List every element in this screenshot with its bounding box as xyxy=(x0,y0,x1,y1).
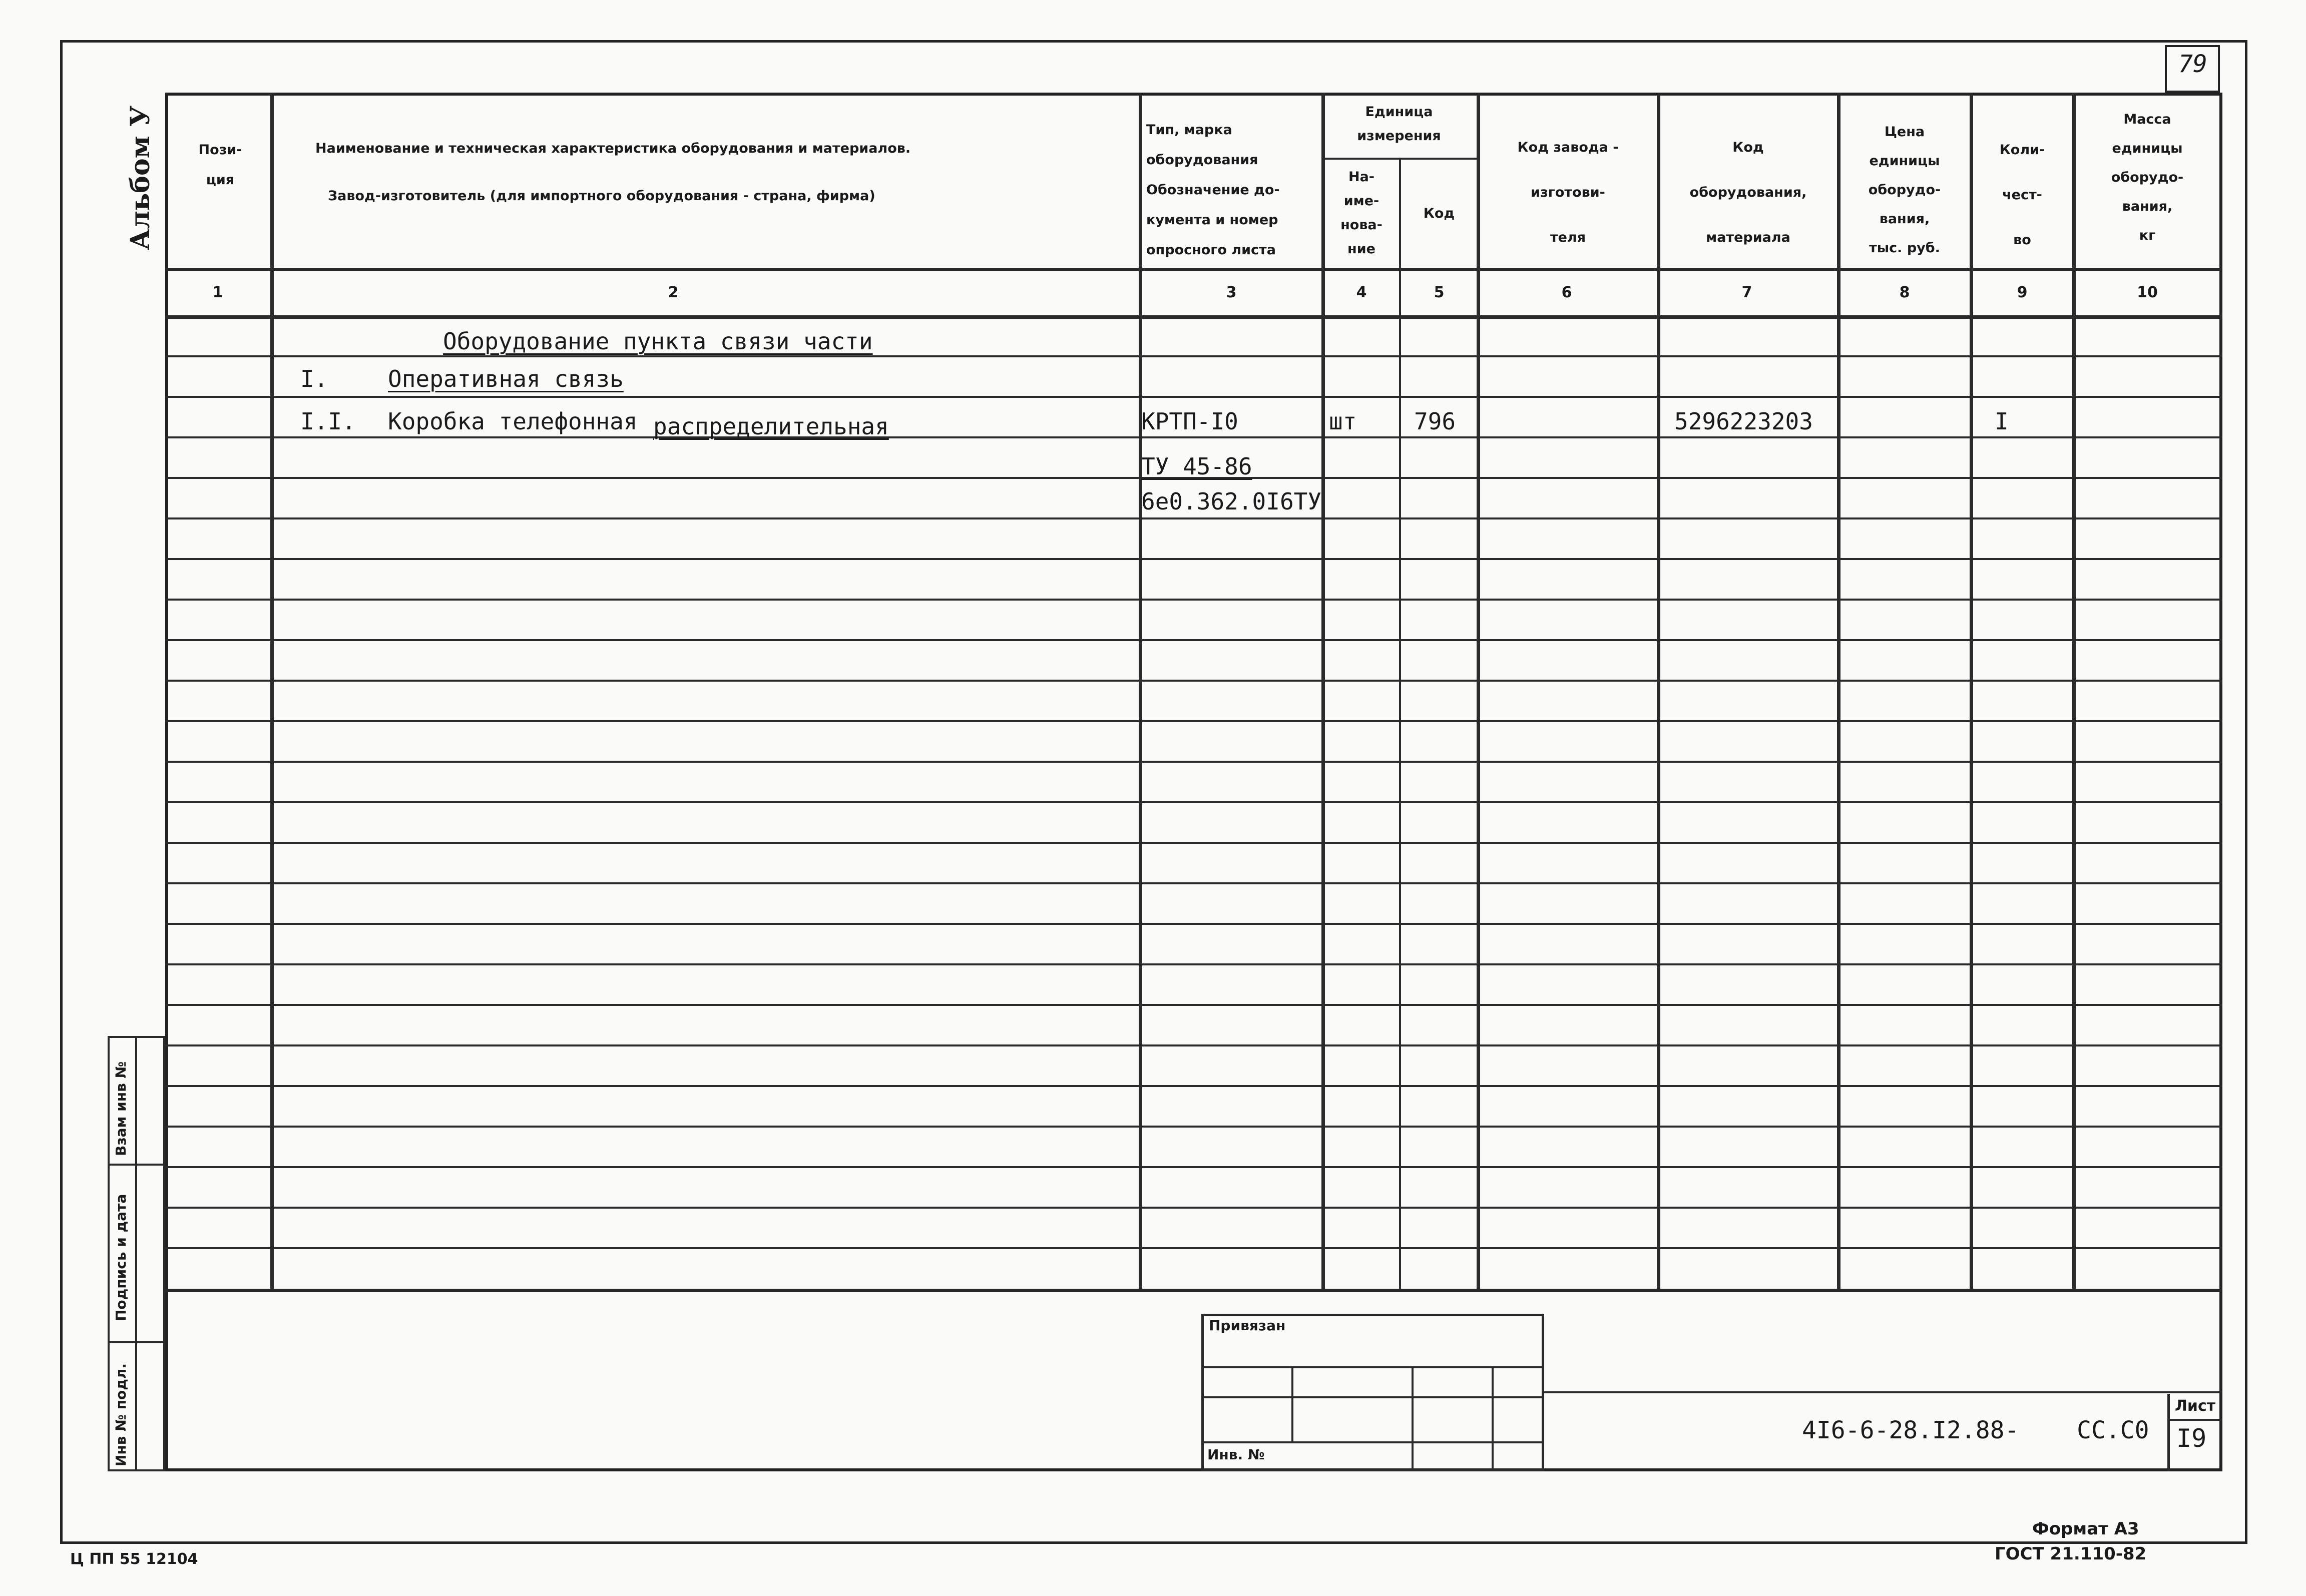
col8-header-line2: единицы xyxy=(1869,153,1940,169)
col45-group-line1: Единица xyxy=(1365,104,1433,120)
col1-header-line1: Пози- xyxy=(198,142,242,158)
sheet-number: I9 xyxy=(2176,1424,2207,1453)
item-number: I.I. xyxy=(300,408,356,435)
col2-header-line2: Завод-изготовитель (для импортного оборудования - страна, фирма) xyxy=(328,188,875,204)
body-row-line xyxy=(165,842,2222,844)
standard-label: ГОСТ 21.110-82 xyxy=(1995,1544,2147,1564)
group-title: Оперативная связь xyxy=(388,365,624,392)
col9-header xyxy=(1972,128,2072,263)
body-row-line xyxy=(165,882,2222,884)
col7-header xyxy=(1659,125,1837,260)
col3-header-line3: Обозначение до- xyxy=(1146,182,1280,198)
body-row-line xyxy=(165,1207,2222,1209)
col7-header-line1: Код xyxy=(1732,140,1764,155)
col-sep-4 xyxy=(1399,158,1401,1289)
album-label: Альбом У xyxy=(125,105,156,250)
body-row-line xyxy=(165,558,2222,560)
side-stamp-line-1 xyxy=(108,1164,165,1166)
print-code: Ц ПП 55 12104 xyxy=(70,1550,198,1568)
body-row-line xyxy=(165,1044,2222,1046)
body-row-line xyxy=(165,680,2222,682)
col-sep-6 xyxy=(1657,93,1660,1289)
binding-col-3 xyxy=(1492,1366,1494,1471)
col1-header xyxy=(173,135,268,195)
col3-header-line4: кумента и номер xyxy=(1146,212,1278,228)
colnum-6: 6 xyxy=(1561,284,1572,301)
col8-header xyxy=(1839,118,1970,263)
col8-header-line3: оборудо- xyxy=(1868,182,1941,198)
group-number: I. xyxy=(300,365,328,392)
body-row-line xyxy=(165,1004,2222,1006)
col10-header-line4: вания, xyxy=(2122,199,2173,214)
unit-group-line xyxy=(1321,158,1477,160)
col9-header-line2: чест- xyxy=(2002,187,2042,203)
col10-header xyxy=(2075,105,2220,250)
col10-header-line2: единицы xyxy=(2112,141,2183,156)
item-unit-code: 796 xyxy=(1414,408,1456,435)
colnum-8: 8 xyxy=(1899,284,1910,301)
col3-header-line2: оборудования xyxy=(1146,152,1258,168)
col4-header-line1: На- xyxy=(1348,169,1375,185)
col5-header: Код xyxy=(1423,206,1455,221)
colnum-7: 7 xyxy=(1741,284,1752,301)
side-stamp-divider xyxy=(135,1036,137,1471)
item-name-a: Коробка телефонная xyxy=(388,408,638,435)
side-stamp-inv: Инв № подл. xyxy=(113,1363,129,1466)
col-sep-1 xyxy=(270,93,274,1289)
body-row-line xyxy=(165,355,2222,357)
item-unit: шт xyxy=(1329,408,1357,435)
item-tu: ТУ 45-86 xyxy=(1141,453,1252,480)
col8-header-line5: тыс. руб. xyxy=(1869,240,1940,256)
item-type: КРТП-I0 xyxy=(1141,408,1238,435)
side-stamp-podpis: Подпись и дата xyxy=(113,1194,129,1321)
col45-group-header xyxy=(1324,100,1474,148)
colnum-9: 9 xyxy=(2017,284,2028,301)
colnum-3: 3 xyxy=(1226,284,1237,301)
body-row-line xyxy=(165,436,2222,438)
item-code: 5296223203 xyxy=(1674,408,1813,435)
side-stamp-line-2 xyxy=(108,1341,165,1343)
col7-header-line2: оборудования, xyxy=(1689,185,1807,200)
col10-header-line1: Масса xyxy=(2123,112,2171,127)
body-row-line xyxy=(165,1166,2222,1168)
body-row-line xyxy=(165,517,2222,519)
body-row-line xyxy=(165,1126,2222,1128)
colnum-2: 2 xyxy=(668,284,679,301)
side-stamp-vzam: Взам инв № xyxy=(113,1061,129,1156)
col-sep-2 xyxy=(1139,93,1142,1289)
col4-header xyxy=(1324,165,1399,261)
col-sep-8 xyxy=(1970,93,1973,1289)
body-row-line xyxy=(165,720,2222,722)
col6-header xyxy=(1479,125,1657,260)
item-doc: 6е0.362.0I6ТУ xyxy=(1141,488,1322,515)
body-row-line xyxy=(165,963,2222,965)
item-quantity: I xyxy=(1995,408,2009,435)
table-bottom-line xyxy=(165,1289,2222,1292)
document-code: 4I6-6-28.I2.88- CC.C0 xyxy=(1802,1416,2149,1444)
body-row-line xyxy=(165,1085,2222,1087)
body-row-line xyxy=(165,639,2222,641)
colnum-1: 1 xyxy=(212,284,223,301)
colnum-5: 5 xyxy=(1434,284,1445,301)
col7-header-line3: материала xyxy=(1706,230,1790,245)
col6-header-line1: Код завода - xyxy=(1517,140,1619,155)
col2-header-line1: Наименование и техническая характеристика оборудования и материалов. xyxy=(315,141,911,156)
inventory-label: Инв. № xyxy=(1207,1446,1265,1463)
colnum-4: 4 xyxy=(1356,284,1367,301)
col6-header-line3: теля xyxy=(1550,230,1586,245)
body-row-line xyxy=(165,761,2222,763)
body-row-line xyxy=(165,599,2222,601)
body-row-line xyxy=(165,1247,2222,1249)
col1-header-line2: ция xyxy=(206,172,235,188)
col3-header-line1: Тип, марка xyxy=(1146,122,1232,138)
col-sep-7 xyxy=(1837,93,1840,1289)
col-sep-9 xyxy=(2072,93,2076,1289)
col-sep-3 xyxy=(1321,93,1325,1289)
col10-header-line5: кг xyxy=(2139,228,2156,243)
col45-group-line2: измерения xyxy=(1357,128,1441,144)
body-row-line xyxy=(165,396,2222,398)
page-number: 79 xyxy=(2178,50,2207,78)
number-row-bottom-line xyxy=(165,315,2222,319)
binding-col-2 xyxy=(1412,1366,1414,1471)
col4-header-line2: име- xyxy=(1343,193,1379,209)
title-block-line xyxy=(1544,1391,2222,1393)
col4-header-line4: ние xyxy=(1347,241,1375,257)
binding-label: Привязан xyxy=(1209,1317,1286,1334)
col8-header-line1: Цена xyxy=(1884,124,1925,140)
col10-header-line3: оборудо- xyxy=(2111,170,2184,185)
format-label: Формат А3 xyxy=(2032,1519,2139,1539)
body-row-line xyxy=(165,801,2222,803)
body-row-line xyxy=(165,923,2222,925)
col3-header xyxy=(1146,115,1321,265)
binding-col-1 xyxy=(1291,1366,1293,1441)
item-name-b: распределительная xyxy=(653,413,889,440)
sheet-number-divider xyxy=(2167,1419,2222,1421)
header-bottom-line xyxy=(165,268,2222,271)
col4-header-line3: нова- xyxy=(1340,217,1382,233)
col-sep-5 xyxy=(1477,93,1480,1289)
col8-header-line4: вания, xyxy=(1879,211,1930,227)
col3-header-line5: опросного листа xyxy=(1146,242,1276,258)
col9-header-line1: Коли- xyxy=(1999,142,2045,158)
section-title: Оборудование пункта связи части xyxy=(443,328,873,355)
col6-header-line2: изготови- xyxy=(1531,185,1605,200)
sheet-label: Лист xyxy=(2175,1397,2216,1415)
col9-header-line3: во xyxy=(2013,232,2031,248)
colnum-10: 10 xyxy=(2137,284,2158,301)
